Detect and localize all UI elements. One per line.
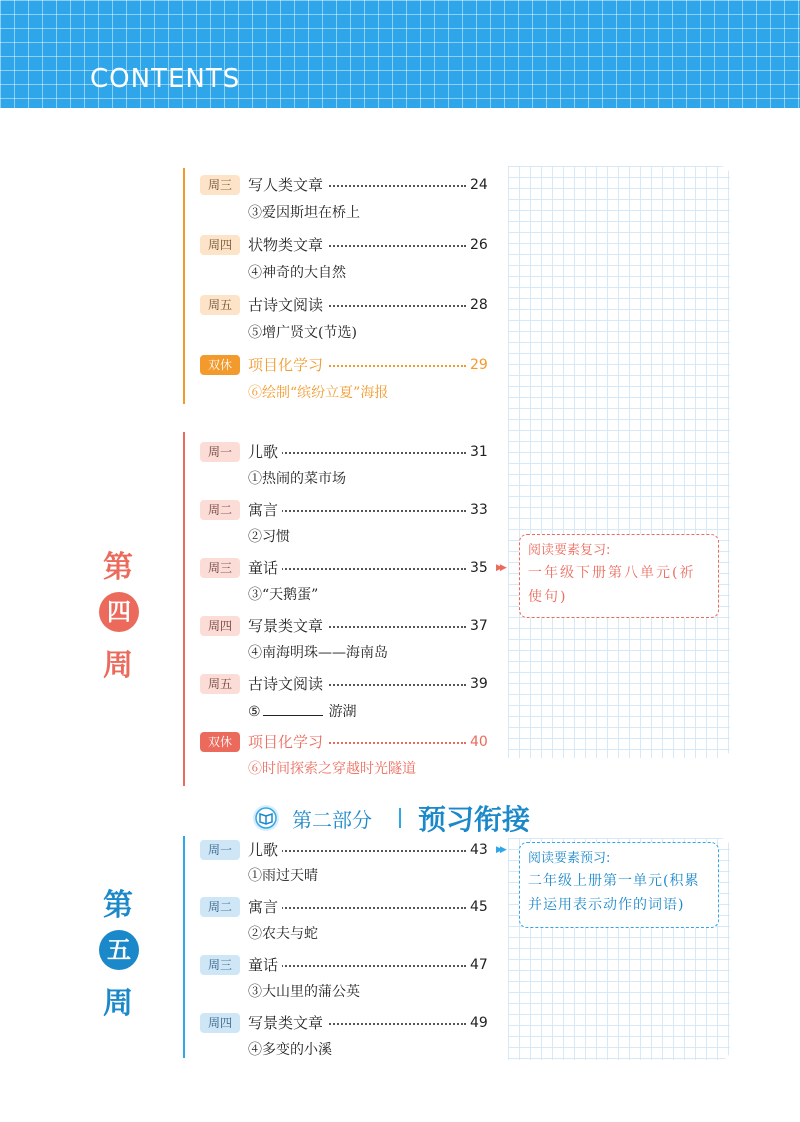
- toc-subentry[interactable]: ①热闹的菜市场: [248, 471, 346, 487]
- note-body: 一年级下册第八单元(祈使句): [528, 565, 696, 605]
- day-badge: 周三: [200, 175, 240, 195]
- week4-label-bottom: 周: [103, 648, 133, 683]
- leader-dots: [250, 510, 466, 512]
- subentry-suffix: 游湖: [328, 704, 357, 720]
- week5-number-circle: 五: [99, 930, 139, 970]
- toc-row[interactable]: [0, 172, 520, 198]
- toc-entry-title: 童话: [248, 557, 282, 579]
- toc-entry-title: 项目化学习: [248, 731, 327, 753]
- weekend-badge: 双休: [200, 732, 240, 752]
- toc-row[interactable]: [0, 352, 520, 378]
- page-number: 28: [470, 297, 488, 313]
- toc-subentry[interactable]: ⑤增广贤文(节选): [248, 325, 357, 341]
- day-badge: 周二: [200, 500, 240, 520]
- day-badge: 周二: [200, 897, 240, 917]
- leader-dots: [250, 568, 466, 570]
- page-number: 33: [470, 502, 488, 518]
- note-arrow-icon: ▶▶: [496, 563, 504, 573]
- day-badge: 周一: [200, 442, 240, 462]
- note-body: 二年级上册第一单元(积累并运用表示动作的词语): [528, 873, 700, 913]
- toc-row[interactable]: [0, 837, 520, 863]
- week4-number-circle: 四: [99, 592, 139, 632]
- subentry-prefix: ⑤: [248, 704, 261, 720]
- toc-subentry[interactable]: ④神奇的大自然: [248, 265, 346, 281]
- toc-entry-title: 写景类文章: [248, 1012, 327, 1034]
- toc-subentry[interactable]: ④多变的小溪: [248, 1042, 332, 1058]
- toc-row[interactable]: [0, 497, 520, 523]
- toc-subentry[interactable]: ②习惯: [248, 529, 290, 545]
- day-badge: 周四: [200, 235, 240, 255]
- leader-dots: [250, 850, 466, 852]
- day-badge: 周四: [200, 616, 240, 636]
- toc-entry-title: 寓言: [248, 499, 282, 521]
- page-number: 31: [470, 444, 488, 460]
- page-number: 39: [470, 676, 488, 692]
- book-icon: [252, 804, 280, 832]
- toc-row[interactable]: [0, 952, 520, 978]
- toc-entry-title: 状物类文章: [248, 234, 327, 256]
- toc-subentry[interactable]: ⑥绘制“缤纷立夏”海报: [248, 385, 389, 401]
- day-badge: 周三: [200, 955, 240, 975]
- day-badge: 周三: [200, 558, 240, 578]
- grid-panel-top: [508, 166, 730, 758]
- page-number: 47: [470, 957, 488, 973]
- day-badge: 周一: [200, 840, 240, 860]
- toc-entry-title: 写人类文章: [248, 174, 327, 196]
- toc-entry-title: 古诗文阅读: [248, 673, 327, 695]
- page-number: 35: [470, 560, 488, 576]
- preview-note-box: [519, 842, 719, 928]
- note-title: 阅读要素预习:: [528, 851, 611, 866]
- day-badge: 周四: [200, 1013, 240, 1033]
- page-number: 40: [470, 734, 488, 750]
- week4-label-top: 第: [103, 550, 133, 585]
- review-note-box: [519, 534, 719, 618]
- toc-entry-title: 儿歌: [248, 441, 282, 463]
- note-arrow-icon: ▶▶: [496, 845, 504, 855]
- weekend-badge: 双休: [200, 355, 240, 375]
- leader-dots: [250, 965, 466, 967]
- part-subtitle: 预习衔接: [418, 803, 531, 836]
- toc-subentry[interactable]: ⑥时间探索之穿越时光隧道: [248, 761, 416, 777]
- note-title: 阅读要素复习:: [528, 543, 611, 558]
- page-number: 37: [470, 618, 488, 634]
- toc-subentry[interactable]: [248, 701, 357, 722]
- toc-row[interactable]: [0, 439, 520, 465]
- leader-dots: [250, 452, 466, 454]
- toc-entry-title: 项目化学习: [248, 354, 327, 376]
- page-number: 45: [470, 899, 488, 915]
- toc-subentry[interactable]: ③爱因斯坦在桥上: [248, 205, 360, 221]
- week5-label-top: 第: [103, 888, 133, 923]
- toc-row[interactable]: [0, 1010, 520, 1036]
- week5-label-bottom: 周: [103, 986, 133, 1021]
- toc-row[interactable]: [0, 232, 520, 258]
- toc-entry-title: 童话: [248, 954, 282, 976]
- toc-row[interactable]: [0, 292, 520, 318]
- part-divider: [399, 808, 401, 828]
- toc-entry-title: 寓言: [248, 896, 282, 918]
- toc-row[interactable]: [0, 613, 520, 639]
- toc-row[interactable]: [0, 671, 520, 697]
- page-number: 24: [470, 177, 488, 193]
- day-badge: 周五: [200, 295, 240, 315]
- leader-dots: [250, 907, 466, 909]
- toc-subentry[interactable]: ③“天鹅蛋”: [248, 587, 319, 603]
- page-number: 43: [470, 842, 488, 858]
- part-title: 第二部分: [292, 808, 372, 832]
- page-number: 29: [470, 357, 488, 373]
- toc-subentry[interactable]: ②农夫与蛇: [248, 926, 318, 942]
- toc-subentry[interactable]: ③大山里的蒲公英: [248, 984, 360, 1000]
- toc-subentry[interactable]: ①雨过天晴: [248, 868, 318, 884]
- toc-row[interactable]: [0, 555, 520, 581]
- day-badge: 周五: [200, 674, 240, 694]
- fill-in-blank: [263, 701, 323, 716]
- toc-entry-title: 写景类文章: [248, 615, 327, 637]
- toc-entry-title: 古诗文阅读: [248, 294, 327, 316]
- toc-row[interactable]: [0, 729, 520, 755]
- header-title: CONTENTS: [90, 64, 241, 94]
- toc-entry-title: 儿歌: [248, 839, 282, 861]
- toc-row[interactable]: [0, 894, 520, 920]
- page-number: 49: [470, 1015, 488, 1031]
- header-banner: [0, 0, 800, 108]
- toc-subentry[interactable]: ④南海明珠——海南岛: [248, 645, 388, 661]
- page-number: 26: [470, 237, 488, 253]
